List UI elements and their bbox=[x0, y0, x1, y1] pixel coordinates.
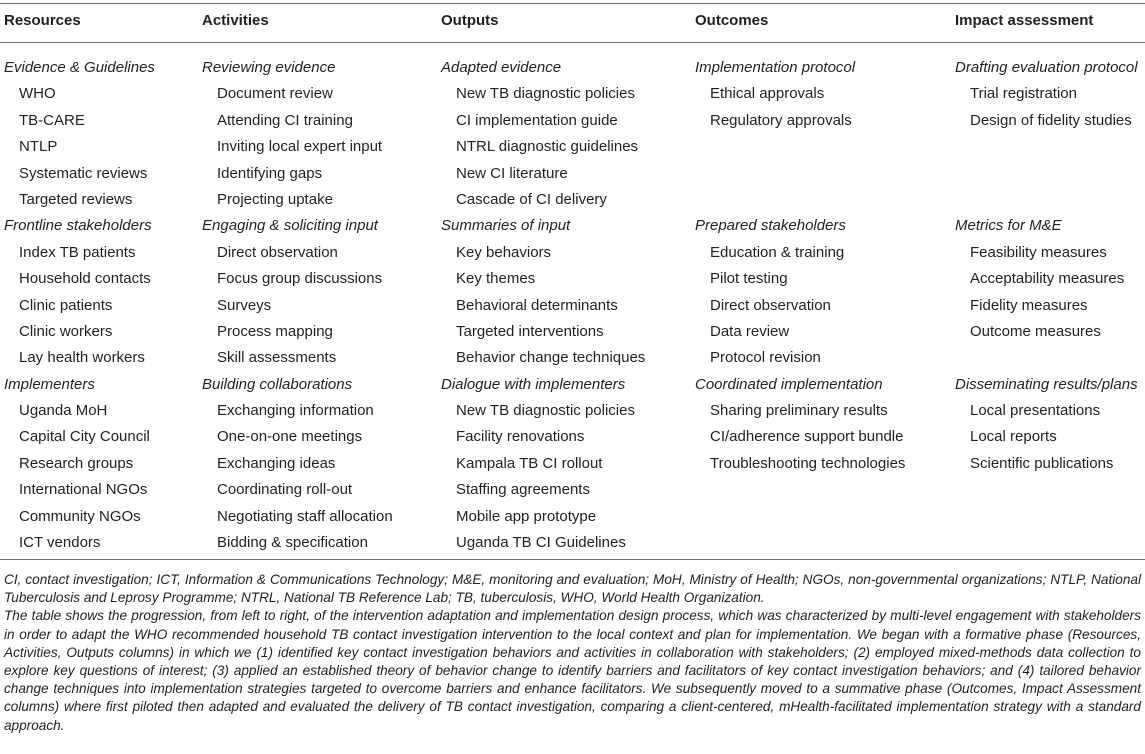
table-cell: Direct observation bbox=[217, 243, 338, 261]
table-cell: CI implementation guide bbox=[456, 111, 618, 129]
top-rule bbox=[0, 3, 1145, 4]
abbreviations-note: CI, contact investigation; ICT, Information & Communications Technology; M&E, monitoring and evaluation; MoH, Ministry of Health; NGOs, non-governmental organizations; NTLP, National Tuberculosis and Leprosy Programme; NTRL, National TB Reference Lab; TB, tuberculosis, WHO, World Health Organization. bbox=[4, 572, 1141, 606]
table-cell: Troubleshooting technologies bbox=[710, 454, 906, 472]
table-cell: Direct observation bbox=[710, 296, 831, 314]
table-cell: Trial registration bbox=[970, 85, 1077, 103]
table-cell: Systematic reviews bbox=[19, 164, 148, 182]
category-label: Dialogue with implementers bbox=[441, 375, 626, 393]
table-cell: Behavioral determinants bbox=[456, 296, 618, 314]
table-cell: Exchanging information bbox=[217, 402, 374, 420]
table-cell: Exchanging ideas bbox=[217, 454, 336, 472]
table-cell: One-on-one meetings bbox=[217, 428, 363, 446]
empty-cell bbox=[955, 347, 1138, 373]
category-label: Prepared stakeholders bbox=[695, 217, 846, 235]
header-outputs: Outputs bbox=[441, 12, 499, 29]
table-cell: Data review bbox=[710, 322, 790, 340]
table-cell: Education & training bbox=[710, 243, 845, 261]
empty-cell bbox=[955, 163, 1138, 189]
table-cell: Clinic patients bbox=[19, 296, 113, 314]
table-cell: New CI literature bbox=[456, 164, 568, 182]
table-cell: WHO bbox=[19, 85, 56, 103]
table-cell: Coordinating roll-out bbox=[217, 481, 353, 499]
table-cell: Kampala TB CI rollout bbox=[456, 454, 603, 472]
header-activities: Activities bbox=[202, 12, 269, 29]
empty-cell bbox=[695, 189, 905, 215]
table-cell: Process mapping bbox=[217, 322, 333, 340]
table-cell: Targeted reviews bbox=[19, 190, 133, 208]
table-cell: Negotiating staff allocation bbox=[217, 507, 393, 525]
column-outcomes bbox=[695, 57, 905, 479]
table-cell: Skill assessments bbox=[217, 349, 337, 367]
header-rule bbox=[0, 42, 1145, 43]
category-label: Adapted evidence bbox=[441, 59, 562, 76]
table-cell: Identifying gaps bbox=[217, 164, 323, 182]
table-cell: Feasibility measures bbox=[970, 243, 1107, 261]
table-cell: Targeted interventions bbox=[456, 322, 604, 340]
table-cell: Key themes bbox=[456, 270, 536, 288]
column-activities bbox=[202, 57, 393, 558]
table-cell: Community NGOs bbox=[19, 507, 141, 525]
table-cell: Cascade of CI delivery bbox=[456, 190, 607, 208]
empty-cell bbox=[955, 136, 1138, 162]
table-cell: Pilot testing bbox=[710, 270, 788, 288]
table-cell: Lay health workers bbox=[19, 349, 145, 367]
table-cell: Research groups bbox=[19, 454, 134, 472]
category-label: Implementation protocol bbox=[695, 59, 856, 76]
empty-cell bbox=[695, 163, 905, 189]
table-cell: Fidelity measures bbox=[970, 296, 1088, 314]
table-cell: Capital City Council bbox=[19, 428, 150, 446]
table-cell: CI/adherence support bundle bbox=[710, 428, 904, 446]
table-cell: Outcome measures bbox=[970, 322, 1101, 340]
table-cell: Regulatory approvals bbox=[710, 111, 852, 129]
table-footnotes bbox=[4, 571, 1141, 735]
table-cell: Projecting uptake bbox=[217, 190, 333, 208]
column-outputs bbox=[441, 57, 645, 558]
table-cell: Ethical approvals bbox=[710, 85, 825, 103]
table-cell: Sharing preliminary results bbox=[710, 402, 888, 420]
category-label: Building collaborations bbox=[202, 375, 353, 393]
category-label: Frontline stakeholders bbox=[4, 217, 152, 235]
category-label: Evidence & Guidelines bbox=[4, 59, 155, 76]
category-label: Implementers bbox=[4, 375, 95, 393]
header-impact-assessment: Impact assessment bbox=[955, 12, 1094, 29]
table-cell: Acceptability measures bbox=[970, 270, 1125, 288]
table-cell: Scientific publications bbox=[970, 454, 1114, 472]
table-cell: Inviting local expert input bbox=[217, 138, 383, 156]
table-cell: Staffing agreements bbox=[456, 481, 590, 499]
table-cell: Mobile app prototype bbox=[456, 507, 597, 525]
bottom-rule bbox=[0, 559, 1145, 560]
category-label: Coordinated implementation bbox=[695, 375, 883, 393]
column-resources bbox=[4, 57, 155, 558]
table-cell: TB-CARE bbox=[19, 111, 85, 129]
category-label: Engaging & soliciting input bbox=[202, 217, 378, 235]
table-cell: Document review bbox=[217, 85, 333, 103]
table-cell: Local reports bbox=[970, 428, 1057, 446]
empty-cell bbox=[955, 189, 1138, 215]
category-label: Summaries of input bbox=[441, 217, 571, 235]
table-cell: Uganda MoH bbox=[19, 402, 108, 420]
table-cell: Clinic workers bbox=[19, 322, 113, 340]
description-note: The table shows the progression, from left to right, of the intervention adaptation and implementation design process, which was characterized by multi-level engagement with stakeholders in order to adapt the WHO recommended household TB contact investigation intervention to the local context and plan for implementation. We began with a formative phase (Resources, Activities, Outputs columns) in which we (1) identified key contact investigation behaviors and activities in collaboration with stakeholders; (2) employed mixed-methods data collection to explore key questions of interest; (3) applied an established theory of behavior change to identify barriers and facilitators of key contact investigation behaviors; and (4) tailored behavior change techniques into implementation strategies targeted to overcome barriers and enhance facilitators. We subsequently moved to a summative phase (Outcomes, Impact Assessment columns) where first piloted then adapted and evaluated the delivery of TB contact investigation, comparing a client-centered, mHealth-facilitated implementation strategy with a standard approach. bbox=[4, 608, 1141, 733]
category-label: Drafting evaluation protocol bbox=[955, 59, 1138, 76]
table-cell: Uganda TB CI Guidelines bbox=[456, 534, 626, 552]
table-cell: Bidding & specification bbox=[217, 534, 368, 552]
table-cell: Surveys bbox=[217, 296, 272, 314]
table-cell: Design of fidelity studies bbox=[970, 111, 1132, 129]
table-cell: Behavior change techniques bbox=[456, 349, 646, 367]
table-cell: NTLP bbox=[19, 138, 58, 156]
category-label: Reviewing evidence bbox=[202, 59, 336, 76]
column-impact-assessment bbox=[955, 57, 1138, 479]
table-cell: Focus group discussions bbox=[217, 270, 383, 288]
table-cell: Key behaviors bbox=[456, 243, 552, 261]
table-header bbox=[0, 12, 1145, 38]
table-cell: Attending CI training bbox=[217, 111, 353, 129]
category-label: Metrics for M&E bbox=[955, 217, 1062, 235]
empty-cell bbox=[695, 136, 905, 162]
table-cell: Facility renovations bbox=[456, 428, 585, 446]
header-outcomes: Outcomes bbox=[695, 12, 769, 29]
table-cell: Local presentations bbox=[970, 402, 1101, 420]
table-cell: Protocol revision bbox=[710, 349, 821, 367]
table-cell: Index TB patients bbox=[19, 243, 136, 261]
table-cell: NTRL diagnostic guidelines bbox=[456, 138, 639, 156]
table-cell: New TB diagnostic policies bbox=[456, 85, 635, 103]
table-cell: ICT vendors bbox=[19, 534, 101, 552]
header-resources: Resources bbox=[4, 12, 81, 29]
table-cell: Household contacts bbox=[19, 270, 151, 288]
table-cell: International NGOs bbox=[19, 481, 148, 499]
category-label: Disseminating results/plans bbox=[955, 375, 1138, 393]
table-cell: New TB diagnostic policies bbox=[456, 402, 635, 420]
